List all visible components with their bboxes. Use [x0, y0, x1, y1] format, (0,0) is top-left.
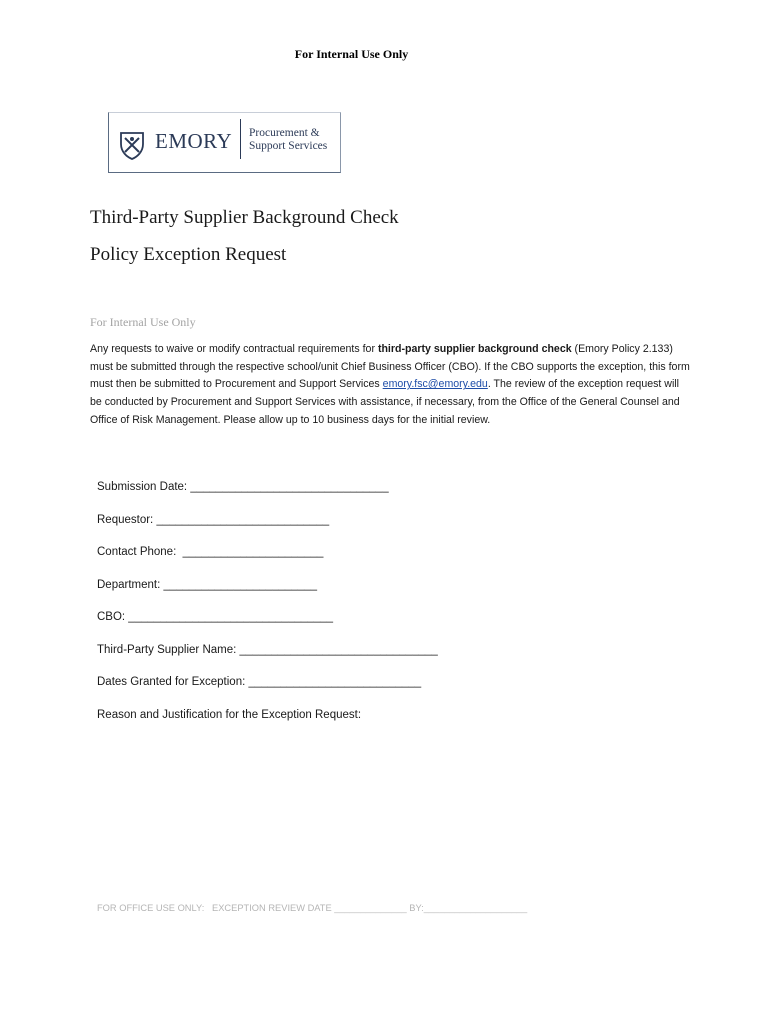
- intro-text-1: Any requests to waive or modify contractual requirements for: [90, 343, 378, 355]
- office-use-footer: FOR OFFICE USE ONLY: EXCEPTION REVIEW DATE ______________ BY:____________________: [97, 903, 528, 913]
- shield-icon: [119, 130, 145, 160]
- logo-subtitle-line1: Procurement &: [249, 127, 320, 139]
- logo-divider: [240, 119, 241, 159]
- page-title-line1: Third-Party Supplier Background Check: [90, 207, 399, 228]
- cbo-field[interactable]: CBO: ________________________________: [97, 611, 333, 623]
- email-link[interactable]: emory.fsc@emory.edu: [382, 378, 488, 391]
- intro-bold-text: third-party supplier background check: [377, 343, 572, 355]
- dates-granted-field[interactable]: Dates Granted for Exception: ___________________________: [97, 676, 422, 688]
- intro-text-3: . The review of the exception request will be conducted by Procurement and Support Services with assistance, if necessary, from the Office of the General Counsel and Office of Risk Management. Please allow up to 10 business days for the initial review.: [90, 378, 680, 426]
- reason-label: Reason and Justification for the Exception Request:: [97, 709, 362, 721]
- logo-subtitle: [249, 127, 339, 153]
- supplier-name-field[interactable]: Third-Party Supplier Name: _______________________________: [97, 644, 438, 656]
- intro-text-2: (Emory Policy 2.133) must be submitted through the respective school/unit Chief Business Officer (CBO). If the CBO supports the exception, this form must then be submitted to Procurement and Support Services: [90, 343, 690, 391]
- logo-subtitle-line2: Support Services: [249, 140, 328, 152]
- emory-logo: [108, 112, 341, 173]
- internal-use-header: For Internal Use Only: [294, 47, 409, 61]
- requestor-field[interactable]: Requestor: ___________________________: [97, 514, 330, 526]
- submission-date-field[interactable]: Submission Date: _______________________________: [97, 481, 389, 493]
- internal-use-note: For Internal Use Only: [90, 315, 196, 329]
- department-field[interactable]: Department: ________________________: [97, 579, 317, 591]
- intro-paragraph: [90, 341, 690, 430]
- emory-wordmark: EMORY: [155, 129, 233, 153]
- contact-phone-field[interactable]: Contact Phone: ______________________: [97, 546, 324, 558]
- page-title-line2: Policy Exception Request: [90, 244, 287, 265]
